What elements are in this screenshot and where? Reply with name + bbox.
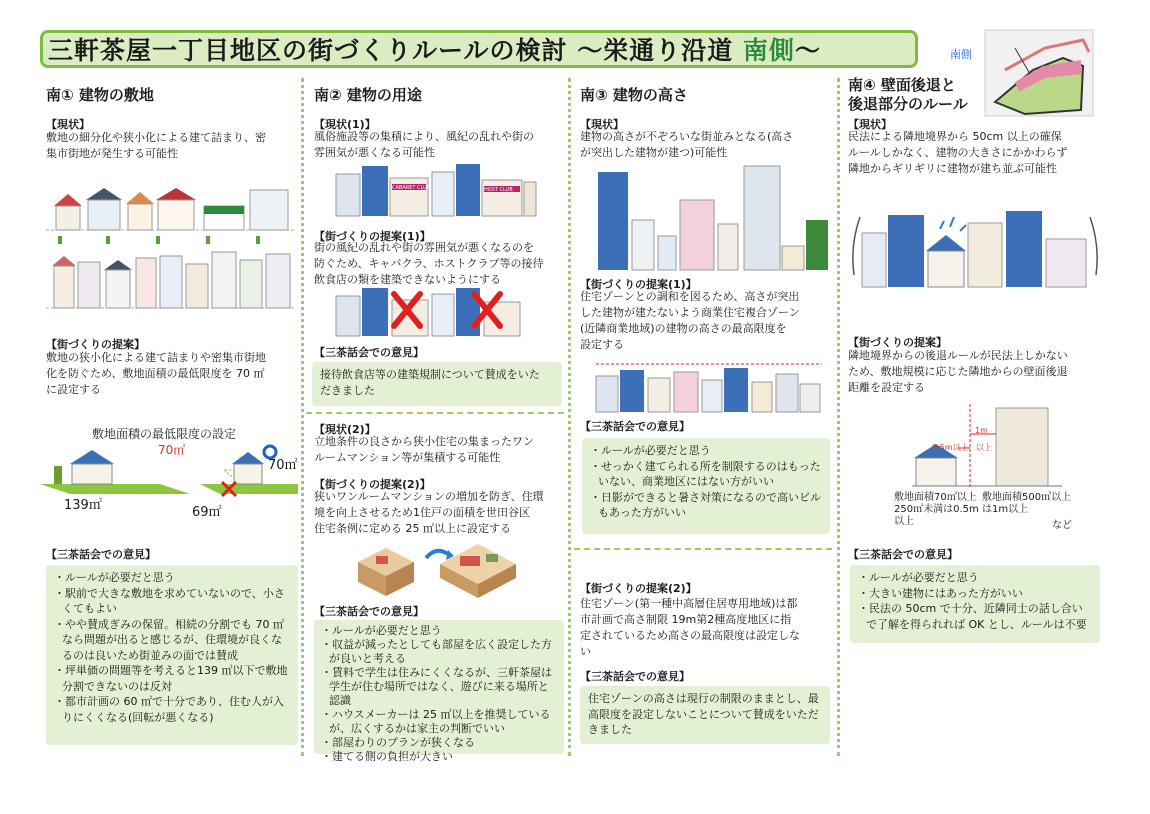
sign-cabaret: CABARET CLUB [392,185,431,191]
col4-opinion-box: ・ルールが必要だと思う ・大きい建物にはあった方がいい ・民法の 50cm で十分、近隣同士の話し合いで了解を得られれば OK とし、ルールは不要 [850,565,1100,643]
col4-current-text: 民法による隣地境界から 50cm 以上の確保 ルールしかなく、建物の大きさにかかわらず 隣地からギリギリに建物が建ち並ぶ可能性 [848,130,1068,175]
col2-opinion2-box: ・ルールが必要だと思う ・収益が減ったとしても部屋を広く設定した方が良いと考える ・賃料で学生は住みにくくなるが、三軒茶屋は学生が住む場所ではなく、遊びに来る場所と認識 ・ハウスメーカーは 25 ㎡以上を推奨しているが、広くするかは家主の判断でいい ・部屋わりのプランが狭くなる ・建てる側の負担が大きい [314,620,564,754]
col3-current-label: 【現状】 [580,118,624,131]
col1-heading: 南① 建物の敷地 [46,86,154,104]
col2-opinion1-box: 接待飲食店等の建築規制について賛成をいた だきました [312,362,562,406]
col3-heading: 南③ 建物の高さ [580,86,688,104]
area-map [985,30,1093,116]
col3-proposal2-label: 【街づくりの提案(2)】 [580,582,697,595]
map-label: 南側 [950,48,972,61]
sign-host: HOST CLUB [484,187,513,193]
col1-current-label: 【現状】 [46,118,90,131]
column-divider [837,78,840,756]
height-limit-illustration [596,356,822,412]
col3-proposal1-label: 【街づくりの提案(1)】 [580,278,697,291]
col2-heading: 南② 建物の用途 [314,86,422,104]
lot-area-a: 70㎡ [158,443,186,457]
col3-opinion2-box: 住宅ゾーンの高さは現行の制限のままとし、最 高限度を設定しないことについて賛成をいただ きました [580,686,830,744]
town-illustration [46,186,296,316]
col3-opinion1-label: 【三茶話会での意見】 [580,420,690,433]
col3-proposal1-text: 住宅ゾーンとの調和を図るため、高さが突出 した建物が建たないよう商業住宅複合ゾーン (近隣商業地域)の建物の高さの最高限度を 設定する [580,290,800,351]
col4-current-label: 【現状】 [848,118,892,131]
setback-1m: 1m [975,426,988,435]
lot-area-b: 70㎡ [268,458,298,473]
column-divider [301,78,304,756]
lot-area-c: 139㎡ [64,498,102,513]
col4-heading: 南④ 壁面後退と 後退部分のルール [848,76,968,113]
col1-opinion-box: ・ルールが必要だと思う ・駅前で大きな敷地を求めていないので、小さくてもよい ・やや賛成ぎみの保留。相続の分割でも 70 ㎡なら問題が出ると感じるが、住環境が良くなるのは良いため街並みの面では賛成 ・坪単価の問題等を考えると139 ㎡以下で敷地分割できないのは反対 ・都市計画の 60 ㎡で十分であり、住む人が入りにくくなる(回転が悪くなる) [46,565,298,745]
col4-proposal-label: 【街づくりの提案】 [848,336,947,349]
col2-proposal2-label: 【街づくりの提案(2)】 [314,478,431,491]
col2-opinion1-label: 【三茶話会での意見】 [314,346,424,359]
lot-diagram-title: 敷地面積の最低限度の設定 [92,427,237,441]
col3-proposal2-text: 住宅ゾーン(第一種中高層住居専用地域)は都 市計画で高さ制限 19m第2種高度地区に指 定されているため高さの最高限度は設定しな い [580,597,800,658]
setback-above: 以上 [976,443,992,452]
uneven-heights-illustration [598,166,828,270]
col1-opinion-label: 【三茶話会での意見】 [46,548,156,561]
col2-opinion2-label: 【三茶話会での意見】 [314,605,424,618]
section-divider [306,412,564,414]
setback-etc: など [1052,520,1072,531]
setback-05m: 0.5m以上 [932,443,969,452]
col2-proposal1-label: 【街づくりの提案(1)】 [314,230,431,243]
col4-opinion-label: 【三茶話会での意見】 [848,548,958,561]
section-divider [574,548,832,550]
col2-proposal2-text: 狭いワンルームマンションの増加を防ぎ、住環 境を向上させるため1住戸の面積を世田谷区 住宅条例に定める 25 ㎡以上に設定する [314,490,544,535]
col3-current-text: 建物の高さが不ぞろいな街並みとなる(高さ が突出した建物が建つ)可能性 [580,130,794,159]
col2-current1-text: 風俗施設等の集積により、風紀の乱れや街の 雰囲気が悪くなる可能性 [314,130,534,159]
column-divider [568,78,571,756]
page-title: 三軒茶屋一丁目地区の街づくりルールの検討 〜栄通り沿道 南側〜 [48,36,821,65]
col1-proposal-label: 【街づくりの提案】 [46,338,145,351]
col2-current2-label: 【現状(2)】 [314,423,376,436]
setback-right-caption: 敷地面積500㎡以上 は1m以上 [982,492,1072,515]
tight-buildings-illustration [850,205,1100,293]
col3-opinion2-label: 【三茶話会での意見】 [580,670,690,683]
col1-current-text: 敷地の細分化や狭小化による建て詰まり、密 集市街地が発生する可能性 [46,131,266,160]
col2-current1-label: 【現状(1)】 [314,118,376,131]
prohibited-illustration [336,288,536,336]
col4-proposal-text: 隣地境界からの後退ルールが民法上しかない ため、敷地規模に応じた隣地からの壁面後退 距離を設定する [848,349,1068,394]
lot-area-d: 69㎡ [192,505,222,520]
col3-opinion1-box: ・ルールが必要だと思う ・せっかく建てられる所を制限するのはもったいない、商業地区にはない方がいい ・日影ができると暑さ対策になるので高いビルもあった方がいい [582,438,830,534]
setback-left-caption: 敷地面積70㎡以上 250㎡未満は0.5m 以上 [894,492,979,527]
room-illustration [356,538,518,598]
col2-proposal1-text: 街の風紀の乱れや街の雰囲気が悪くなるのを 防ぐため、キャバクラ、ホストクラブ等の接待 飲食店の類を建築できないようにする [314,241,544,286]
col2-current2-text: 立地条件の良さから狭小住宅の集まったワン ルームマンション等が集積する可能性 [314,435,534,464]
col1-proposal-text: 敷地の狭小化による建て詰まりや密集市街地 化を防ぐため、敷地面積の最低限度を 70 ㎡ に設定する [46,351,266,396]
